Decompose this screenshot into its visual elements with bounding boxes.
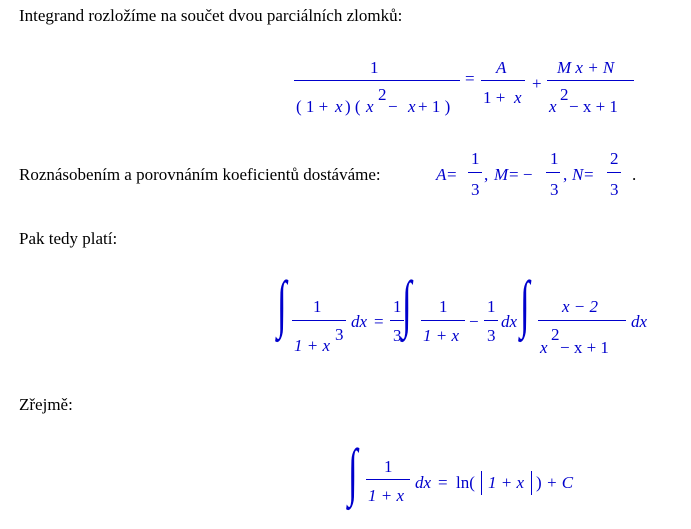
coef-A-equals: = bbox=[447, 165, 457, 184]
lhs-den-x2: x bbox=[366, 97, 374, 116]
integral-sign-3: ∫ bbox=[520, 268, 530, 339]
equals-sign-3: = bbox=[438, 473, 448, 492]
coef-M: M bbox=[494, 165, 509, 184]
coef-A: A bbox=[436, 165, 447, 184]
coef-N: N bbox=[572, 165, 584, 184]
int1-numerator: 1 bbox=[439, 297, 448, 316]
term2-den-exp: 2 bbox=[560, 85, 569, 104]
coef-M-equals: = − bbox=[509, 165, 533, 184]
term1-den-x: x bbox=[514, 88, 522, 107]
coef1-den: 3 bbox=[393, 326, 402, 345]
dx-2: dx bbox=[501, 312, 518, 331]
term2-den-x: x bbox=[549, 97, 557, 116]
result-int-den: 1 + x bbox=[368, 486, 405, 505]
abs-inner: 1 + x bbox=[488, 473, 525, 492]
lhs-den-exp: 2 bbox=[378, 85, 387, 104]
int2-numerator: x − 2 bbox=[562, 297, 599, 316]
abs-left-bar bbox=[481, 471, 482, 495]
then-text: Pak tedy platí: bbox=[19, 229, 118, 248]
dx-4: dx bbox=[415, 473, 432, 492]
lhs-den-x1: x bbox=[335, 97, 343, 116]
abs-right-bar bbox=[531, 471, 532, 495]
dx-1: dx bbox=[351, 312, 368, 331]
dx-3: dx bbox=[631, 312, 648, 331]
equals-sign-2: = bbox=[374, 312, 384, 331]
lhs-int-exp: 3 bbox=[335, 325, 344, 344]
intro-text: Integrand rozložíme na součet dvou parciálních zlomků: bbox=[19, 6, 403, 25]
lhs-int-den: 1 + x bbox=[294, 336, 331, 355]
comma-2: , bbox=[563, 165, 568, 184]
lhs-den-b: ) ( bbox=[345, 97, 361, 116]
equals-sign: = bbox=[465, 69, 475, 88]
term2-numerator: M x + N bbox=[557, 58, 615, 77]
coef-N-num: 2 bbox=[610, 149, 619, 168]
coef2-num: 1 bbox=[487, 297, 496, 316]
integral-sign-4: ∫ bbox=[348, 436, 358, 507]
lhs-den-d: + 1 ) bbox=[418, 97, 451, 116]
int2-den-rest: − x + 1 bbox=[560, 338, 609, 357]
lhs-den-a: ( 1 + bbox=[296, 97, 329, 116]
compare-text: Roznásobením a porovnáním koeficientů dostáváme: bbox=[19, 165, 381, 184]
coef-N-equals: = bbox=[584, 165, 594, 184]
coef2-den: 3 bbox=[487, 326, 496, 345]
coef-A-den: 3 bbox=[471, 180, 480, 199]
comma-1: , bbox=[484, 165, 489, 184]
ln-open: ln( bbox=[456, 473, 475, 492]
coef-A-num: 1 bbox=[471, 149, 480, 168]
minus-sign: − bbox=[469, 312, 479, 331]
lhs-den-c: − bbox=[388, 97, 398, 116]
integral-sign-2: ∫ bbox=[402, 268, 412, 339]
coef-N-den: 3 bbox=[610, 180, 619, 199]
term1-numerator: A bbox=[496, 58, 507, 77]
result-int-numerator: 1 bbox=[384, 457, 393, 476]
lhs-numerator: 1 bbox=[370, 58, 379, 77]
coef-M-den: 3 bbox=[550, 180, 559, 199]
int1-den: 1 + x bbox=[423, 326, 460, 345]
lhs-den-x3: x bbox=[408, 97, 416, 116]
plus-sign: + bbox=[532, 74, 542, 93]
term2-den-rest: − x + 1 bbox=[569, 97, 618, 116]
coef-M-num: 1 bbox=[550, 149, 559, 168]
int2-den-exp: 2 bbox=[551, 325, 560, 344]
ln-close: ) bbox=[536, 473, 542, 492]
plus-constant: + C bbox=[546, 473, 574, 492]
lhs-int-numerator: 1 bbox=[313, 297, 322, 316]
coef1-num: 1 bbox=[393, 297, 402, 316]
period: . bbox=[632, 165, 637, 184]
term1-den-a: 1 + bbox=[483, 88, 506, 107]
result-int-bar bbox=[366, 479, 410, 480]
clearly-text: Zřejmě: bbox=[19, 395, 73, 414]
int2-den-x: x bbox=[540, 338, 548, 357]
integral-sign-1: ∫ bbox=[277, 268, 287, 339]
